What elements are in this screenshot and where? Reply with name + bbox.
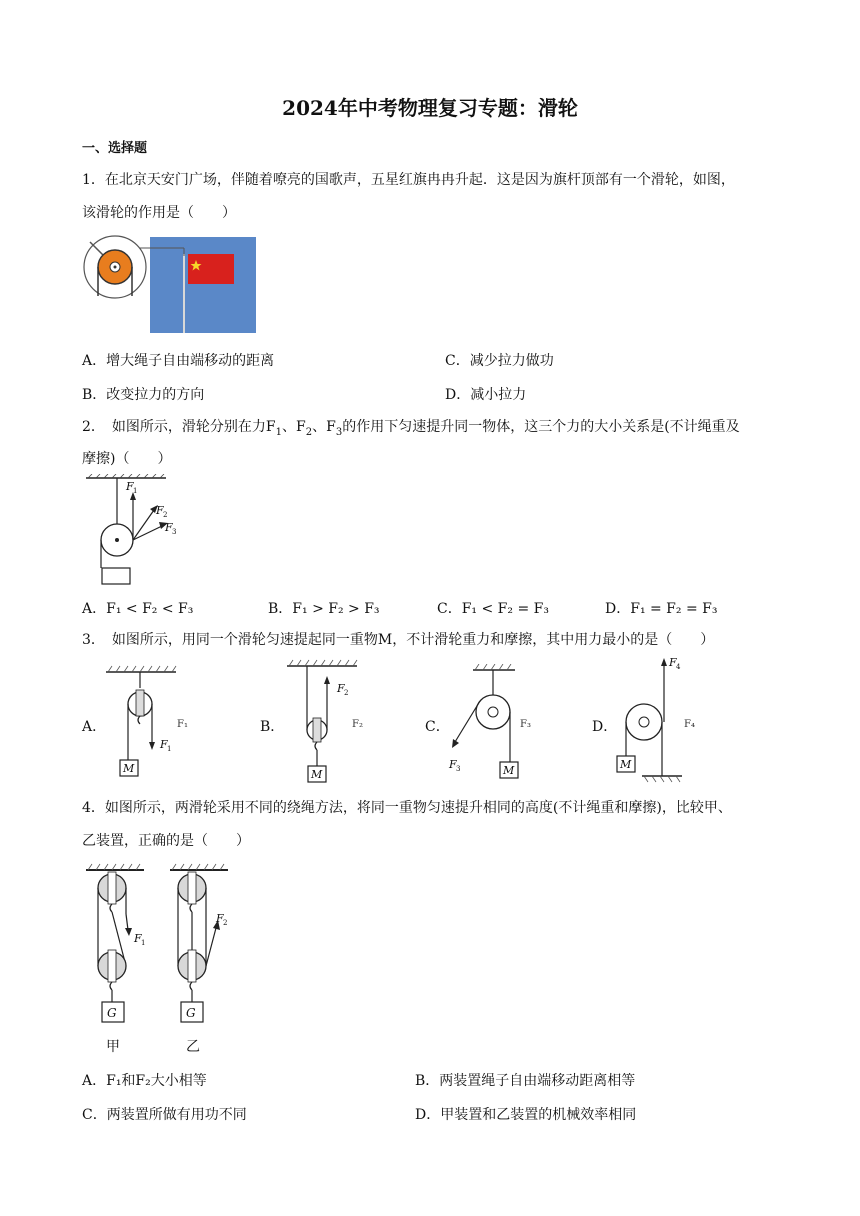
svg-text:F: F bbox=[216, 912, 224, 925]
q3-option-a[interactable]: A． bbox=[82, 719, 107, 735]
q4-option-b[interactable]: B．两装置绳子自由端移动距离相等 bbox=[415, 1073, 636, 1089]
svg-text:G: G bbox=[186, 1006, 196, 1020]
q3-stem: 3． 如图所示，用同一个滑轮匀速提起同一重物M，不计滑轮重力和摩擦，其中用力最小的是（ ） bbox=[82, 632, 715, 648]
svg-text:4: 4 bbox=[676, 663, 681, 671]
svg-text:F: F bbox=[126, 480, 134, 493]
svg-text:1: 1 bbox=[141, 939, 146, 947]
q1-option-d[interactable]: D．减小拉力 bbox=[445, 387, 527, 403]
q4-figure-yi bbox=[168, 862, 238, 1028]
page-title: 2024年中考物理复习专题：滑轮 bbox=[282, 96, 578, 120]
svg-text:F: F bbox=[165, 521, 173, 534]
svg-text:F: F bbox=[449, 758, 457, 771]
q2-stem-line2: 摩擦)（ ） bbox=[82, 451, 172, 467]
q3-figure-a bbox=[102, 662, 182, 782]
svg-text:M: M bbox=[123, 762, 135, 775]
q4-option-d[interactable]: D．甲装置和乙装置的机械效率相同 bbox=[415, 1107, 637, 1123]
svg-text:1: 1 bbox=[167, 745, 172, 753]
q1-stem-line1: 1．在北京天安门广场，伴随着嘹亮的国歌声，五星红旗冉冉升起．这是因为旗杆顶部有一个滑轮，如图， bbox=[82, 172, 735, 188]
q3-option-b[interactable]: B． bbox=[260, 719, 285, 735]
svg-text:F: F bbox=[337, 682, 345, 695]
q3-figure-c bbox=[445, 664, 535, 784]
q4-stem-line2: 乙装置，正确的是（ ） bbox=[82, 833, 250, 849]
q3-c-force-label: F₃ bbox=[520, 719, 531, 730]
q3-figure-d bbox=[612, 652, 686, 784]
svg-text:G: G bbox=[107, 1006, 117, 1020]
q1-option-a[interactable]: A．增大绳子自由端移动的距离 bbox=[82, 353, 275, 369]
q3-figure-b bbox=[283, 658, 363, 786]
q2-fixed-pulley-figure bbox=[82, 474, 192, 586]
q4-option-a[interactable]: A．F₁和F₂大小相等 bbox=[82, 1073, 207, 1089]
q4-stem-line1: 4．如图所示，两滑轮采用不同的绕绳方法，将同一重物匀速提升相同的高度(不计绳重和摩擦)，比较甲、 bbox=[82, 800, 732, 816]
svg-text:F: F bbox=[134, 932, 142, 945]
q4-figure-jia bbox=[84, 862, 154, 1028]
q3-b-force-label: F₂ bbox=[352, 719, 363, 730]
svg-text:2: 2 bbox=[344, 689, 349, 697]
q1-option-c[interactable]: C．减少拉力做功 bbox=[445, 353, 554, 369]
svg-text:2: 2 bbox=[163, 511, 168, 519]
q3-a-force-label: F₁ bbox=[177, 719, 188, 730]
svg-text:3: 3 bbox=[456, 765, 461, 773]
q2-option-c[interactable]: C．F₁ < F₂ = F₃ bbox=[437, 601, 549, 617]
q2-option-a[interactable]: A．F₁ < F₂ < F₃ bbox=[82, 601, 194, 617]
q2-stem-line1: 2． 如图所示，滑轮分别在力$F_1$、$F_2$、$F_3$的作用下匀速提升同一物体，这三个力的大小关系是(不计绳重及 bbox=[82, 419, 740, 438]
q3-option-c[interactable]: C． bbox=[425, 719, 450, 735]
svg-text:1: 1 bbox=[133, 487, 138, 495]
svg-text:M: M bbox=[620, 758, 632, 771]
section-heading: 一、选择题 bbox=[82, 141, 148, 156]
weight-box bbox=[102, 568, 130, 584]
svg-text:F: F bbox=[156, 504, 164, 517]
q1-stem-line2: 该滑轮的作用是（ ） bbox=[82, 205, 236, 221]
q4-label-jia: 甲 bbox=[106, 1039, 120, 1055]
q3-option-d[interactable]: D． bbox=[592, 719, 618, 735]
flag bbox=[188, 254, 234, 284]
q2-option-d[interactable]: D．F₁ = F₂ = F₃ bbox=[605, 601, 718, 617]
q4-label-yi: 乙 bbox=[186, 1039, 200, 1055]
svg-text:M: M bbox=[311, 768, 323, 781]
svg-text:F: F bbox=[160, 738, 168, 751]
q1-option-b[interactable]: B．改变拉力的方向 bbox=[82, 387, 205, 403]
svg-text:2: 2 bbox=[223, 919, 228, 927]
q4-option-c[interactable]: C．两装置所做有用功不同 bbox=[82, 1107, 247, 1123]
q3-d-force-label: F₄ bbox=[684, 719, 695, 730]
q1-flag-pulley-figure bbox=[82, 234, 258, 334]
svg-text:M: M bbox=[503, 764, 515, 777]
q2-option-b[interactable]: B．F₁ > F₂ > F₃ bbox=[268, 601, 380, 617]
sky-photo bbox=[150, 237, 256, 333]
svg-text:F: F bbox=[669, 656, 677, 669]
svg-text:3: 3 bbox=[172, 528, 177, 536]
